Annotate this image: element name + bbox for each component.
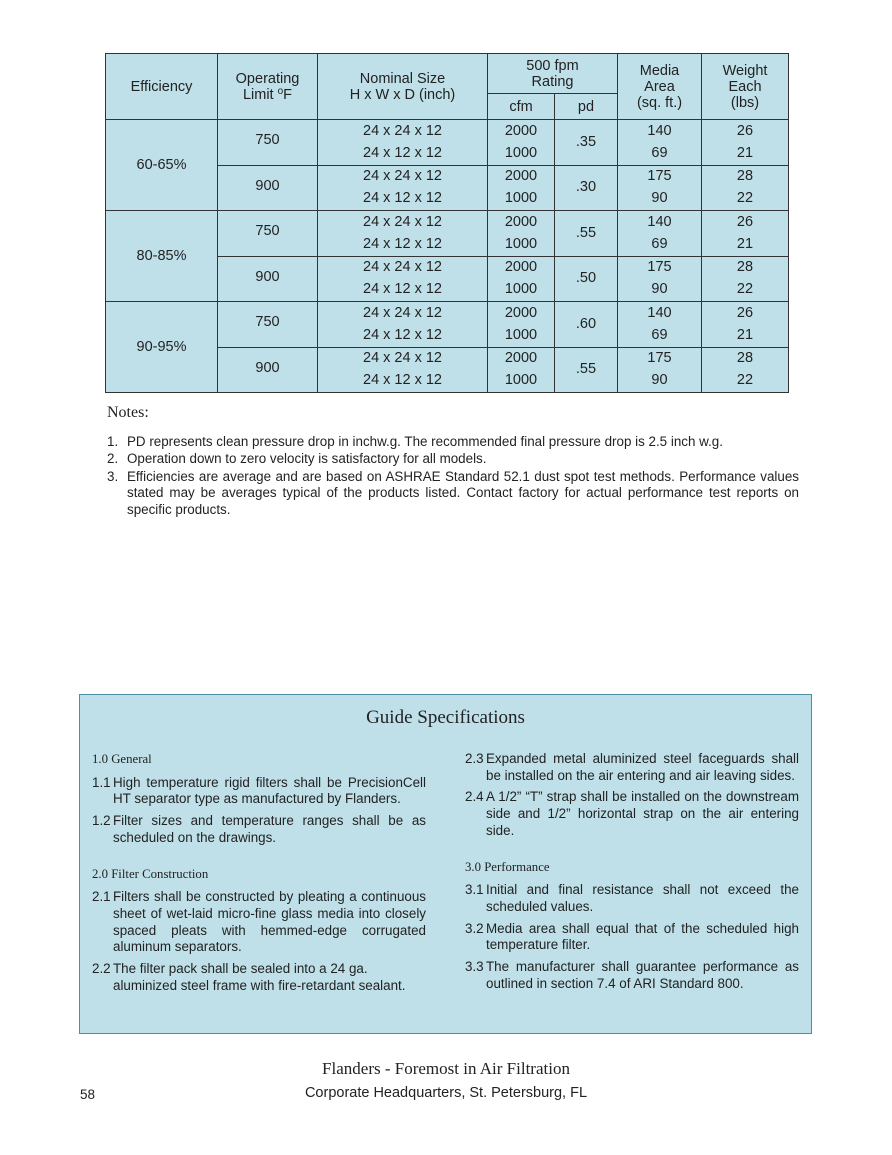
media-area-cell: 140 [618,211,702,234]
size-cell: 24 x 24 x 12 [318,211,488,234]
table-row [106,302,789,325]
temperature-cell: 900 [218,165,318,211]
header-media-area: Media Area (sq. ft.) [618,54,702,120]
size-cell: 24 x 12 x 12 [318,142,488,165]
weight-cell: 28 [702,347,789,370]
size-cell: 24 x 12 x 12 [318,233,488,256]
spec-text: Initial and final resistance shall not exceed the scheduled values. [486,882,799,914]
note-item [107,469,799,518]
note-item [107,451,799,467]
media-area-cell: 90 [618,279,702,302]
cfm-cell: 2000 [488,302,555,325]
spec-text: Filter sizes and temperature ranges shall be as scheduled on the drawings. [113,813,426,845]
pd-cell: .50 [555,256,618,302]
note-item [107,434,799,450]
spec-item [465,751,799,784]
table-row [106,211,789,234]
weight-cell: 26 [702,302,789,325]
size-cell: 24 x 24 x 12 [318,165,488,188]
size-cell: 24 x 12 x 12 [318,188,488,211]
header-pd: pd [555,94,618,120]
guide-specifications-box [79,694,812,1034]
media-area-cell: 69 [618,142,702,165]
spec-item [92,961,426,994]
table-body [106,120,789,393]
efficiency-cell: 60-65% [106,120,218,211]
size-cell: 24 x 12 x 12 [318,324,488,347]
pd-cell: .55 [555,211,618,257]
efficiency-cell: 80-85% [106,211,218,302]
pd-cell: .30 [555,165,618,211]
spec-number: 2.3 [465,751,484,766]
weight-cell: 22 [702,188,789,211]
spec-text: High temperature rigid filters shall be PrecisionCell HT separator type as manufactured by Flanders. [113,774,426,807]
cfm-cell: 2000 [488,256,555,279]
weight-cell: 21 [702,142,789,165]
size-cell: 24 x 12 x 12 [318,370,488,393]
notes-list [107,434,799,519]
spec-number: 2.1 [92,889,111,905]
header-nominal-size: Nominal Size H x W x D (inch) [318,54,488,120]
header-weight: Weight Each (lbs) [702,54,789,120]
note-text: Operation down to zero velocity is satisfactory for all models. [127,451,487,467]
media-area-cell: 175 [618,256,702,279]
media-area-cell: 69 [618,324,702,347]
media-area-cell: 90 [618,188,702,211]
cfm-cell: 1000 [488,324,555,347]
weight-cell: 21 [702,324,789,347]
spec-text: The filter pack shall be sealed into a 24 ga. aluminized steel frame with fire-retardant sealant. [113,961,406,993]
pd-cell: .35 [555,120,618,166]
page-number: 58 [80,1087,96,1102]
cfm-cell: 1000 [488,370,555,393]
size-cell: 24 x 24 x 12 [318,120,488,143]
spec-number: 2.4 [465,789,484,805]
spec-number: 3.1 [465,882,484,898]
cfm-cell: 1000 [488,279,555,302]
spec-text: The manufacturer shall guarantee performance as outlined in section 7.4 of ARI Standard 800. [486,959,799,991]
temperature-cell: 750 [218,302,318,348]
spec-number: 3.3 [465,959,484,975]
spec-item [465,789,799,839]
media-area-cell: 90 [618,370,702,393]
weight-cell: 26 [702,211,789,234]
spec-text: A 1/2” “T” strap shall be installed on the downstream side and 1/2” horizontal strap on the air entering side. [486,789,799,838]
cfm-cell: 2000 [488,165,555,188]
spec-item [92,775,426,808]
table-row [106,120,789,143]
size-cell: 24 x 24 x 12 [318,302,488,325]
weight-cell: 28 [702,256,789,279]
spec-number: 2.2 [92,961,111,977]
spec-item [92,889,426,956]
media-area-cell: 175 [618,165,702,188]
header-efficiency: Efficiency [106,54,218,120]
weight-cell: 21 [702,233,789,256]
section-heading-performance: 3.0 Performance [465,859,550,874]
media-area-cell: 69 [618,233,702,256]
note-number: 1. [107,434,119,449]
cfm-cell: 2000 [488,347,555,370]
guide-title: Guide Specifications [366,707,525,728]
temperature-cell: 750 [218,120,318,166]
media-area-cell: 140 [618,302,702,325]
size-cell: 24 x 24 x 12 [318,347,488,370]
weight-cell: 22 [702,279,789,302]
weight-cell: 26 [702,120,789,143]
header-operating-limit: Operating Limit $^o$F [218,54,318,120]
efficiency-cell: 90-95% [106,302,218,393]
note-text: PD represents clean pressure drop in inchw.g. The recommended final pressure drop is 2.5 inch w.g. [127,434,723,449]
cfm-cell: 2000 [488,211,555,234]
section-heading-general: 1.0 General [92,752,152,766]
spec-text: Media area shall equal that of the scheduled high temperature filter. [486,920,799,953]
header-cfm: cfm [488,94,555,120]
cfm-cell: 1000 [488,142,555,165]
spec-text: Filters shall be constructed by pleating a continuous sheet of wet-laid micro-fine glass media into closely spaced pleats with hemmed-edge corrugated aluminum separators. [113,889,426,955]
spec-item [465,882,799,915]
temperature-cell: 900 [218,256,318,302]
note-text: Efficiencies are average and are based on ASHRAE Standard 52.1 dust spot test methods. Performance values stated may be averages typical of the products listed. Contact factory for actual performance test reports on specific products. [127,468,799,517]
size-cell: 24 x 24 x 12 [318,256,488,279]
spec-item [465,921,799,954]
size-cell: 24 x 12 x 12 [318,279,488,302]
spec-text: Expanded metal aluminized steel faceguards shall be installed on the air entering and air leaving sides. [486,751,799,783]
weight-cell: 22 [702,370,789,393]
guide-right-column [465,751,799,997]
spec-number: 1.1 [92,774,111,790]
temperature-cell: 900 [218,347,318,393]
note-number: 2. [107,451,119,467]
cfm-cell: 1000 [488,233,555,256]
footer-address: Corporate Headquarters, St. Petersburg, FL [304,1085,588,1101]
guide-left-column [92,751,426,999]
spec-number: 1.2 [92,813,111,829]
cfm-cell: 2000 [488,120,555,143]
spec-number: 3.2 [465,920,484,936]
footer-tagline: Flanders - Foremost in Air Filtration [322,1059,570,1078]
spec-item [465,959,799,992]
weight-cell: 28 [702,165,789,188]
note-number: 3. [107,468,119,484]
media-area-cell: 175 [618,347,702,370]
media-area-cell: 140 [618,120,702,143]
pd-cell: .60 [555,302,618,348]
header-rating: 500 fpm Rating [488,54,618,94]
pd-cell: .55 [555,347,618,393]
section-heading-construction: 2.0 Filter Construction [92,866,209,881]
temperature-cell: 750 [218,211,318,257]
cfm-cell: 1000 [488,188,555,211]
spec-item [92,813,426,846]
specifications-table [105,53,789,393]
notes-title: Notes: [107,404,149,421]
